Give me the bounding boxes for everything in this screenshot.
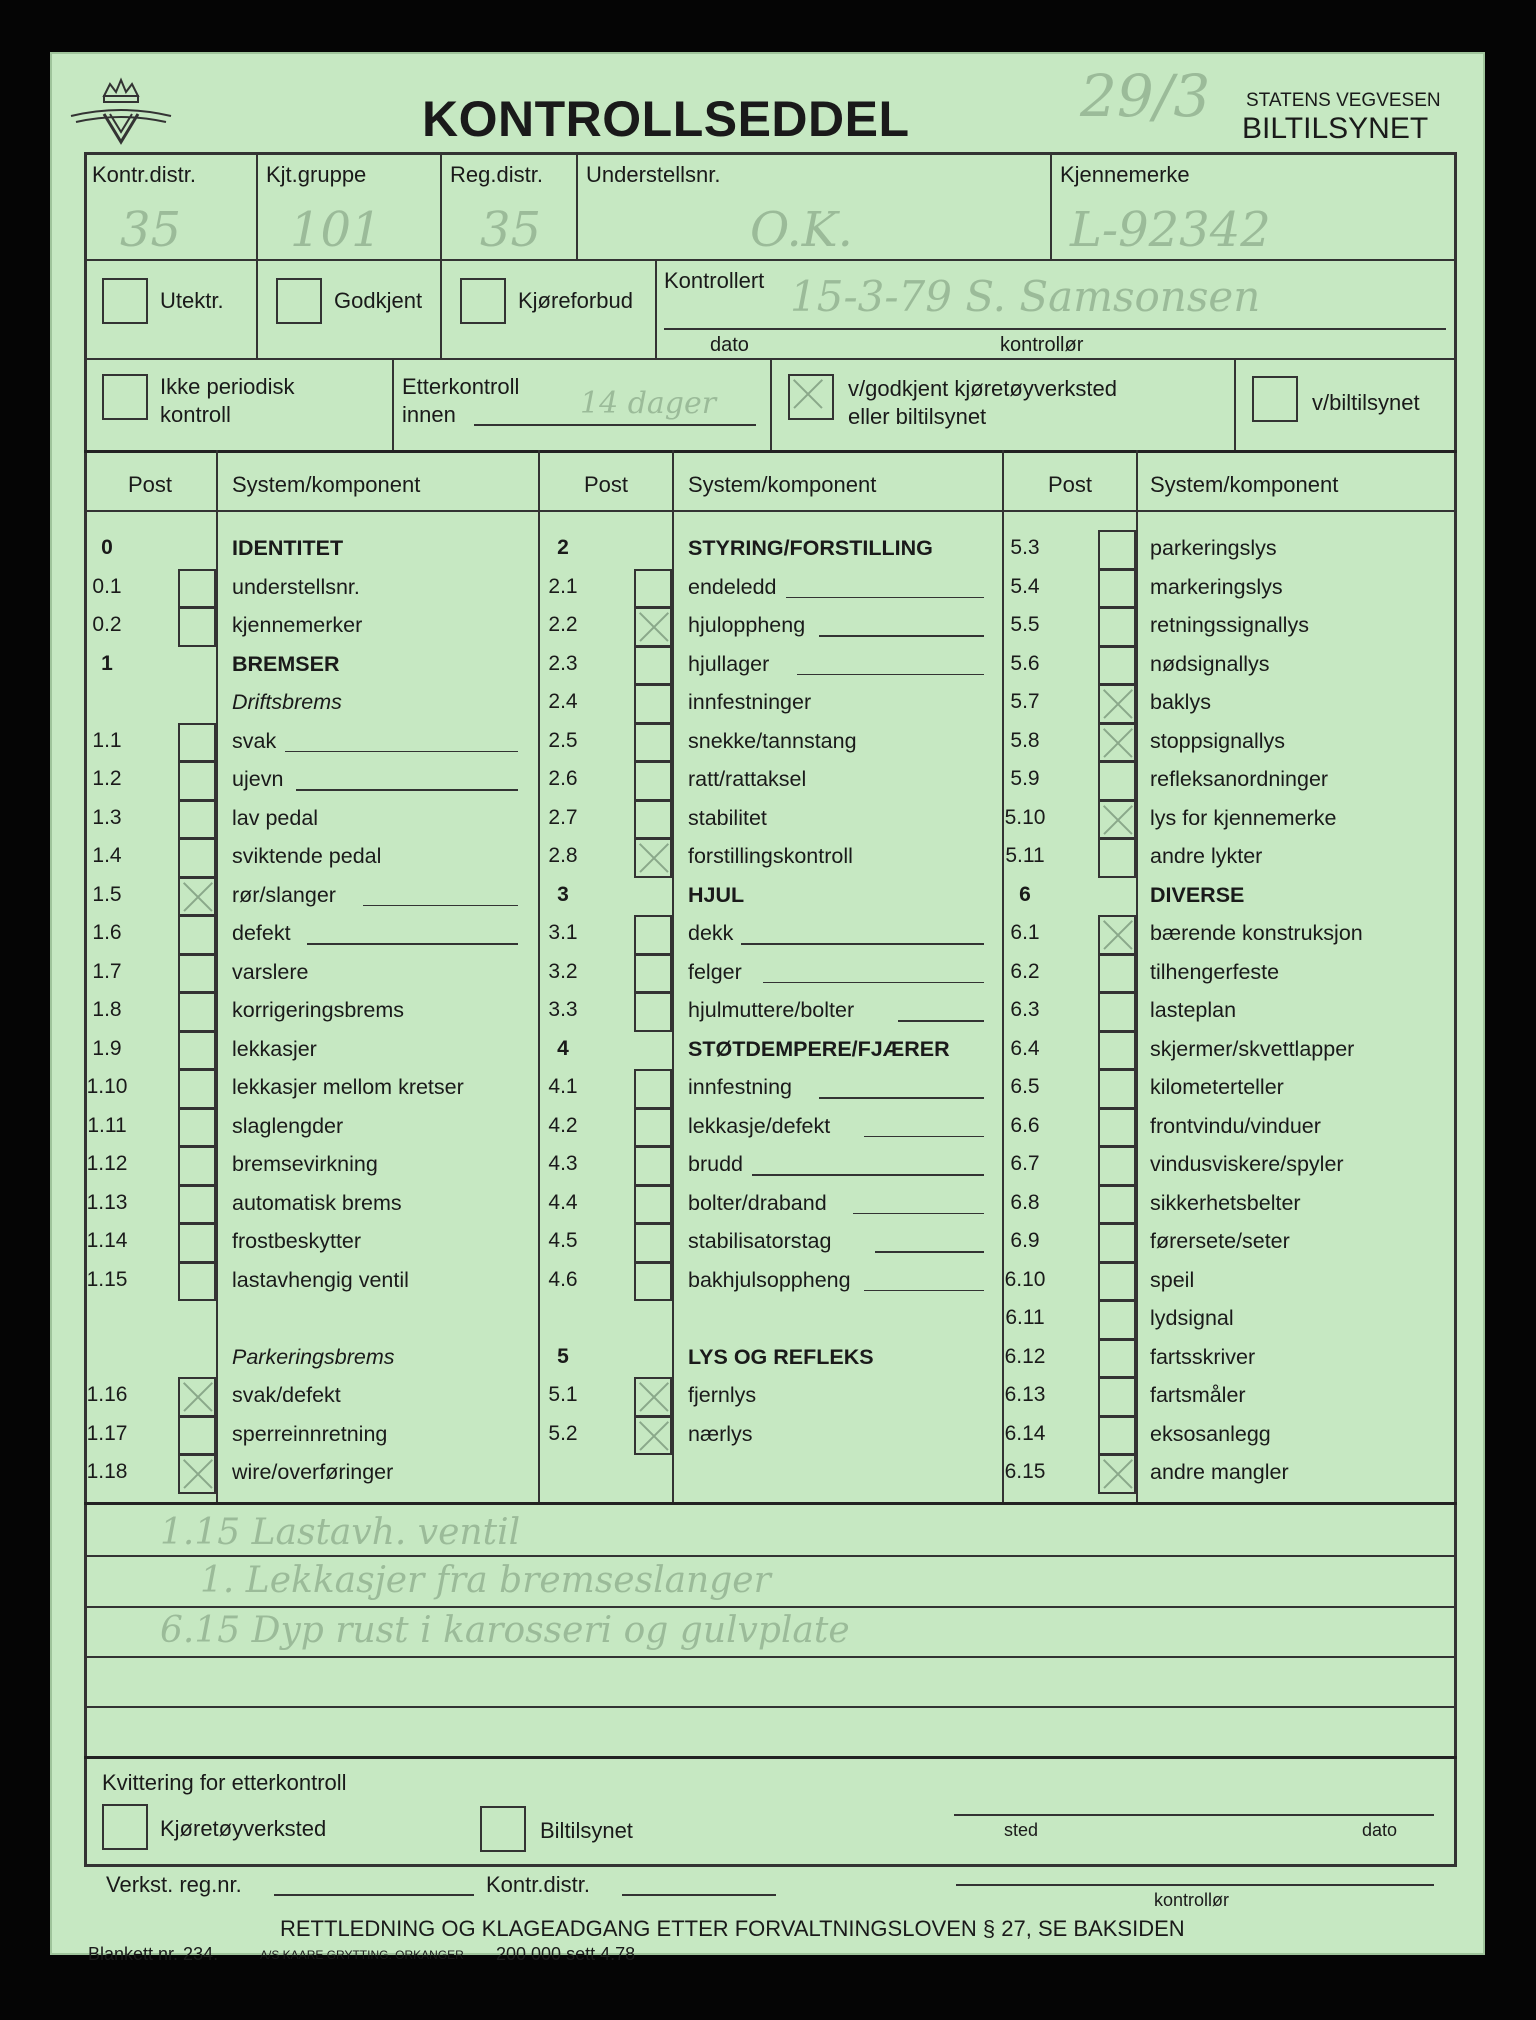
item-checkbox[interactable] (634, 1185, 672, 1225)
ikke-periodisk-label-1: Ikke periodisk (160, 374, 295, 399)
item-checkbox[interactable] (178, 1454, 216, 1494)
item-write-line[interactable] (786, 597, 984, 599)
post-number: 2.6 (548, 767, 578, 790)
col2-post-header: Post (584, 472, 629, 497)
item-write-line[interactable] (285, 751, 518, 753)
post-number: 6.10 (1004, 1267, 1046, 1291)
receipt-biltilsynet-label: Biltilsynet (540, 1818, 633, 1843)
item-label: frontvindu/vinduer (1150, 1113, 1321, 1138)
item-write-line[interactable] (819, 635, 984, 637)
item-checkbox[interactable] (178, 838, 216, 878)
item-label: tilhengerfeste (1150, 959, 1280, 984)
item-checkbox[interactable] (1098, 684, 1136, 724)
utektr-checkbox[interactable] (102, 278, 148, 324)
post-number: 4.1 (548, 1075, 578, 1098)
receipt-biltilsynet-checkbox[interactable] (480, 1806, 526, 1852)
item-label: rør/slanger (232, 882, 336, 907)
item-write-line[interactable] (363, 905, 518, 907)
etterkontroll-label-1: Etterkontroll (402, 374, 520, 399)
item-checkbox[interactable] (634, 1416, 672, 1456)
post-number: 1.8 (92, 998, 122, 1021)
item-checkbox[interactable] (178, 915, 216, 955)
receipt-verksted-checkbox[interactable] (102, 1804, 148, 1850)
item-label: innfestninger (688, 690, 812, 714)
post-number: 6.8 (1010, 1190, 1040, 1214)
reg-distr-label: Reg.distr. (450, 162, 543, 187)
col3-post-header: Post (1048, 472, 1093, 497)
item-checkbox[interactable] (1098, 1108, 1136, 1148)
item-label: nærlys (688, 1421, 753, 1446)
item-label: førersete/seter (1150, 1229, 1290, 1253)
item-label: ujevn (232, 767, 284, 791)
etterkontroll-value: 14 dager (580, 386, 717, 421)
item-label: stoppsignallys (1150, 728, 1286, 753)
item-write-line[interactable] (797, 674, 984, 676)
item-label: fjernlys (688, 1383, 757, 1407)
item-write-line[interactable] (898, 1020, 984, 1022)
footer-blankett: Blankett nr. 234. (88, 1944, 219, 1964)
item-checkbox[interactable] (634, 723, 672, 763)
post-number: 5.7 (1010, 690, 1040, 713)
item-checkbox[interactable] (1098, 761, 1136, 801)
item-label: felger (688, 959, 742, 984)
item-label: kilometerteller (1150, 1075, 1284, 1099)
item-label: speil (1150, 1267, 1195, 1292)
item-label: parkeringslys (1150, 536, 1277, 560)
kjennemerke-label: Kjennemerke (1060, 162, 1190, 187)
item-checkbox[interactable] (178, 1108, 216, 1148)
item-checkbox[interactable] (634, 992, 672, 1032)
item-label: dekk (688, 921, 734, 945)
section-heading: STYRING/FORSTILLING (688, 536, 933, 560)
dato-label: dato (710, 334, 749, 356)
utektr-label: Utektr. (160, 288, 224, 313)
col1-post-header: Post (128, 472, 173, 497)
item-checkbox[interactable] (178, 1262, 216, 1302)
post-number: 1.11 (87, 1113, 127, 1137)
post-number: 1.7 (92, 959, 122, 983)
item-label: varslere (232, 959, 309, 984)
item-checkbox[interactable] (178, 1031, 216, 1071)
etterkontroll-label-2: innen (402, 402, 456, 427)
post-number: 1.1 (92, 728, 122, 752)
post-number: 2.3 (548, 651, 578, 675)
ikke-periodisk-checkbox[interactable] (102, 374, 148, 420)
kjoreforbud-checkbox[interactable] (460, 278, 506, 324)
section-heading: STØTDEMPERE/FJÆRER (688, 1036, 950, 1061)
post-number: 0.2 (92, 613, 122, 636)
item-label: bolter/draband (688, 1190, 827, 1215)
agency-name: STATENS VEGVESEN (1246, 90, 1441, 111)
item-checkbox[interactable] (1098, 1185, 1136, 1225)
post-number: 6.11 (1005, 1306, 1045, 1329)
kjt-gruppe-label: Kjt.gruppe (266, 162, 367, 187)
ikke-periodisk-label-2: kontroll (160, 402, 231, 427)
section-heading: BREMSER (232, 651, 340, 676)
item-write-line[interactable] (741, 943, 984, 945)
post-number: 6.12 (1004, 1344, 1046, 1368)
post-number: 1.13 (86, 1190, 128, 1214)
footer-printer: A/S KAARE GRYTTING. ORKANGER (260, 1948, 464, 1962)
post-number: 5.1 (548, 1383, 578, 1406)
kjt-gruppe-value: 101 (290, 202, 382, 258)
item-label: forstillingskontroll (688, 844, 853, 868)
post-number: 4.5 (548, 1229, 578, 1252)
agency-division: BILTILSYNET (1242, 112, 1429, 145)
post-number: 6.3 (1010, 998, 1040, 1021)
item-checkbox[interactable] (178, 1146, 216, 1186)
item-label: hjullager (688, 651, 770, 676)
post-number: 3.1 (548, 921, 578, 944)
item-checkbox[interactable] (1098, 1146, 1136, 1186)
post-number: 2.8 (548, 844, 578, 867)
post-number: 0 (101, 536, 113, 559)
post-number: 5.4 (1010, 574, 1040, 598)
post-number: 1.17 (86, 1421, 128, 1445)
item-checkbox[interactable] (634, 761, 672, 801)
item-label: lys for kjennemerke (1150, 805, 1337, 830)
item-label: endeledd (688, 574, 777, 599)
item-checkbox[interactable] (1098, 1069, 1136, 1109)
item-write-line[interactable] (763, 982, 984, 984)
item-checkbox[interactable] (1098, 646, 1136, 686)
item-label: wire/overføringer (232, 1460, 394, 1484)
item-checkbox[interactable] (634, 800, 672, 840)
item-label: sviktende pedal (232, 844, 382, 868)
post-number: 5.3 (1010, 536, 1040, 559)
post-number: 5.6 (1010, 651, 1040, 675)
item-label: lastavhengig ventil (232, 1267, 409, 1292)
item-checkbox[interactable] (634, 1146, 672, 1186)
understellsnr-value: O.K. (750, 202, 853, 258)
item-checkbox[interactable] (634, 954, 672, 994)
post-number: 1 (101, 651, 113, 675)
item-label: slaglengder (232, 1113, 344, 1138)
section-heading: HJUL (688, 882, 745, 907)
item-checkbox[interactable] (178, 877, 216, 917)
post-number: 3.3 (548, 998, 578, 1021)
item-label: bakhjulsoppheng (688, 1267, 851, 1292)
post-number: 1.2 (92, 767, 122, 790)
kontrollert-label: Kontrollert (664, 268, 765, 293)
receipt-verkst-regnr-label: Verkst. reg.nr. (106, 1872, 242, 1897)
item-label: vindusviskere/spyler (1150, 1152, 1344, 1176)
receipt-title: Kvittering for etterkontroll (102, 1770, 347, 1795)
post-number: 1.5 (92, 882, 122, 906)
post-number: 4.3 (548, 1152, 578, 1175)
item-checkbox[interactable] (1098, 954, 1136, 994)
post-number: 6.6 (1010, 1113, 1040, 1137)
post-number: 6 (1019, 882, 1031, 906)
item-label: fartsskriver (1150, 1344, 1256, 1369)
item-label: baklys (1150, 690, 1211, 714)
item-checkbox[interactable] (634, 684, 672, 724)
understellsnr-label: Understellsnr. (586, 162, 721, 187)
post-number: 1.18 (86, 1460, 128, 1483)
post-number: 6.1 (1010, 921, 1040, 944)
kjoreforbud-label: Kjøreforbud (518, 288, 633, 313)
item-label: automatisk brems (232, 1190, 402, 1215)
item-label: andre mangler (1150, 1460, 1289, 1484)
col1-system-header: System/komponent (232, 472, 421, 497)
receipt-kontr-distr-label: Kontr.distr. (486, 1872, 590, 1897)
item-write-line[interactable] (864, 1136, 984, 1138)
item-checkbox[interactable] (634, 838, 672, 878)
item-label: fartsmåler (1150, 1383, 1246, 1407)
item-label: markeringslys (1150, 574, 1283, 599)
item-checkbox[interactable] (1098, 530, 1136, 570)
subsection-heading: Parkeringsbrems (232, 1344, 395, 1369)
item-label: brudd (688, 1152, 743, 1176)
item-checkbox[interactable] (1098, 1339, 1136, 1379)
section-heading: IDENTITET (232, 536, 344, 560)
subsection-heading: Driftsbrems (232, 690, 342, 714)
item-checkbox[interactable] (178, 992, 216, 1032)
item-label: korrigeringsbrems (232, 998, 405, 1022)
post-number: 6.2 (1010, 959, 1040, 983)
receipt-verksted-label: Kjøretøyverksted (160, 1816, 327, 1841)
item-checkbox[interactable] (1098, 1377, 1136, 1417)
remark-line-1: 1.15 Lastavh. ventil (160, 1512, 521, 1553)
post-number: 1.15 (86, 1267, 128, 1291)
item-checkbox[interactable] (178, 1416, 216, 1456)
kontr-distr-label: Kontr.distr. (92, 162, 196, 187)
item-checkbox[interactable] (178, 723, 216, 763)
item-checkbox[interactable] (1098, 607, 1136, 647)
post-number: 6.14 (1004, 1421, 1046, 1445)
item-checkbox[interactable] (178, 800, 216, 840)
item-checkbox[interactable] (634, 1223, 672, 1263)
footer-print-run: 200 000 sett 4.78 (496, 1944, 636, 1964)
post-number: 6.9 (1010, 1229, 1040, 1252)
item-checkbox[interactable] (178, 954, 216, 994)
post-number: 2.1 (548, 574, 578, 598)
receipt-kontrollor-label: kontrollør (1154, 1890, 1230, 1910)
post-number: 1.3 (92, 805, 122, 829)
item-checkbox[interactable] (1098, 723, 1136, 763)
item-label: kjennemerker (232, 613, 363, 637)
post-number: 5.2 (548, 1421, 578, 1445)
post-number: 5.9 (1010, 767, 1040, 790)
item-label: ratt/rattaksel (688, 767, 807, 791)
section-heading: DIVERSE (1150, 882, 1245, 907)
post-number: 5.5 (1010, 613, 1040, 636)
post-number: 4 (557, 1036, 569, 1060)
item-label: lasteplan (1150, 998, 1237, 1022)
item-label: frostbeskytter (232, 1229, 362, 1253)
post-number: 3 (557, 882, 569, 906)
item-checkbox[interactable] (1098, 992, 1136, 1032)
statens-vegvesen-logo (66, 74, 176, 154)
item-label: understellsnr. (232, 574, 360, 599)
item-label: nødsignallys (1150, 651, 1270, 676)
post-number: 2.4 (548, 690, 578, 713)
item-label: snekke/tannstang (688, 728, 857, 753)
receipt-sted-label: sted (1004, 1820, 1039, 1840)
post-number: 4.2 (548, 1113, 578, 1137)
post-number: 6.5 (1010, 1075, 1040, 1098)
item-label: defekt (232, 921, 291, 945)
post-number: 5.8 (1010, 728, 1040, 752)
item-label: svak/defekt (232, 1383, 341, 1407)
item-write-line[interactable] (307, 943, 518, 945)
item-checkbox[interactable] (634, 569, 672, 609)
kjennemerke-value: L-92342 (1070, 202, 1271, 258)
post-number: 3.2 (548, 959, 578, 983)
item-checkbox[interactable] (1098, 1454, 1136, 1494)
item-label: retningssignallys (1150, 613, 1309, 637)
post-number: 4.4 (548, 1190, 578, 1214)
item-checkbox[interactable] (178, 1069, 216, 1109)
item-label: lekkasjer (232, 1036, 317, 1061)
item-label: hjulmuttere/bolter (688, 998, 855, 1022)
item-checkbox[interactable] (634, 1108, 672, 1148)
item-checkbox[interactable] (634, 646, 672, 686)
item-checkbox[interactable] (1098, 1262, 1136, 1302)
item-label: innfestning (688, 1075, 792, 1099)
post-number: 6.13 (1004, 1383, 1046, 1406)
item-checkbox[interactable] (634, 915, 672, 955)
item-checkbox[interactable] (1098, 1031, 1136, 1071)
handwritten-corner-note: 29/3 (1080, 62, 1211, 130)
biltilsynet-checkbox[interactable] (1252, 376, 1298, 422)
item-checkbox[interactable] (178, 761, 216, 801)
item-checkbox[interactable] (634, 1377, 672, 1417)
item-checkbox[interactable] (1098, 569, 1136, 609)
godkjent-checkbox[interactable] (276, 278, 322, 324)
item-checkbox[interactable] (178, 607, 216, 647)
item-checkbox[interactable] (634, 607, 672, 647)
reg-distr-value: 35 (480, 202, 542, 258)
form-sheet (50, 52, 1485, 1964)
item-checkbox[interactable] (634, 1262, 672, 1302)
item-label: andre lykter (1150, 844, 1263, 868)
item-label: refleksanordninger (1150, 767, 1329, 791)
remark-line-2: 1. Lekkasjer fra bremseslanger (200, 1560, 771, 1601)
item-label: hjuloppheng (688, 613, 806, 637)
col2-system-header: System/komponent (688, 472, 877, 497)
item-checkbox[interactable] (178, 1185, 216, 1225)
item-label: bærende konstruksjon (1150, 921, 1363, 945)
receipt-dato-label: dato (1362, 1820, 1398, 1840)
post-number: 5 (557, 1344, 569, 1368)
footer-rettledning: RETTLEDNING OG KLAGEADGANG ETTER FORVALTNINGSLOVEN § 27, SE BAKSIDEN (280, 1916, 1185, 1941)
item-checkbox[interactable] (1098, 838, 1136, 878)
post-number: 1.14 (86, 1229, 128, 1252)
post-number: 2.2 (548, 613, 578, 636)
item-write-line[interactable] (752, 1174, 984, 1176)
post-number: 1.10 (86, 1075, 128, 1098)
godkjent-label: Godkjent (334, 288, 423, 313)
remark-line-3: 6.15 Dyp rust i karosseri og gulvplate (160, 1610, 850, 1651)
post-number: 1.6 (92, 921, 122, 944)
post-number: 6.15 (1004, 1460, 1046, 1483)
post-number: 1.12 (86, 1152, 128, 1175)
item-checkbox[interactable] (1098, 800, 1136, 840)
post-number: 5.10 (1004, 805, 1046, 829)
item-label: skjermer/skvettlapper (1150, 1036, 1355, 1061)
item-checkbox[interactable] (178, 569, 216, 609)
item-checkbox[interactable] (634, 1069, 672, 1109)
col3-system-header: System/komponent (1150, 472, 1339, 497)
item-label: bremsevirkning (232, 1152, 378, 1176)
item-label: lekkasje/defekt (688, 1113, 831, 1138)
item-label: lav pedal (232, 805, 319, 830)
kontr-distr-value: 35 (120, 202, 182, 258)
biltilsynet-label: v/biltilsynet (1312, 390, 1420, 415)
post-number: 2 (557, 536, 569, 559)
item-label: lydsignal (1150, 1306, 1234, 1330)
post-number: 1.9 (92, 1036, 122, 1060)
item-label: sperreinnretning (232, 1421, 388, 1446)
post-number: 2.5 (548, 728, 578, 752)
section-heading: LYS OG REFLEKS (688, 1344, 874, 1369)
godkjent-verksted-label-1: v/godkjent kjøretøyverksted (848, 376, 1117, 401)
item-checkbox[interactable] (1098, 915, 1136, 955)
post-number: 6.4 (1010, 1036, 1040, 1060)
item-write-line[interactable] (853, 1213, 984, 1215)
item-label: sikkerhetsbelter (1150, 1190, 1301, 1215)
form-title: KONTROLLSEDDEL (422, 91, 910, 147)
item-checkbox[interactable] (1098, 1223, 1136, 1263)
item-label: svak (232, 728, 277, 753)
post-number: 4.6 (548, 1267, 578, 1291)
item-checkbox[interactable] (1098, 1300, 1136, 1340)
kontrollor-label: kontrollør (1000, 334, 1084, 356)
post-number: 5.11 (1005, 844, 1045, 867)
post-number: 0.1 (92, 574, 122, 598)
post-number: 1.4 (92, 844, 122, 867)
godkjent-verksted-checkbox[interactable] (788, 374, 834, 420)
item-write-line[interactable] (875, 1251, 984, 1253)
item-checkbox[interactable] (178, 1377, 216, 1417)
item-checkbox[interactable] (178, 1223, 216, 1263)
item-write-line[interactable] (819, 1097, 984, 1099)
post-number: 1.16 (86, 1383, 128, 1406)
item-checkbox[interactable] (1098, 1416, 1136, 1456)
item-label: lekkasjer mellom kretser (232, 1075, 464, 1099)
item-write-line[interactable] (864, 1290, 984, 1292)
item-write-line[interactable] (296, 789, 518, 791)
post-number: 6.7 (1010, 1152, 1040, 1175)
item-label: stabilitet (688, 805, 767, 830)
kontrollert-value: 15-3-79 S. Samsonsen (790, 272, 1261, 321)
item-label: stabilisatorstag (688, 1229, 832, 1253)
item-label: eksosanlegg (1150, 1421, 1271, 1446)
godkjent-verksted-label-2: eller biltilsynet (848, 404, 987, 429)
post-number: 2.7 (548, 805, 578, 829)
